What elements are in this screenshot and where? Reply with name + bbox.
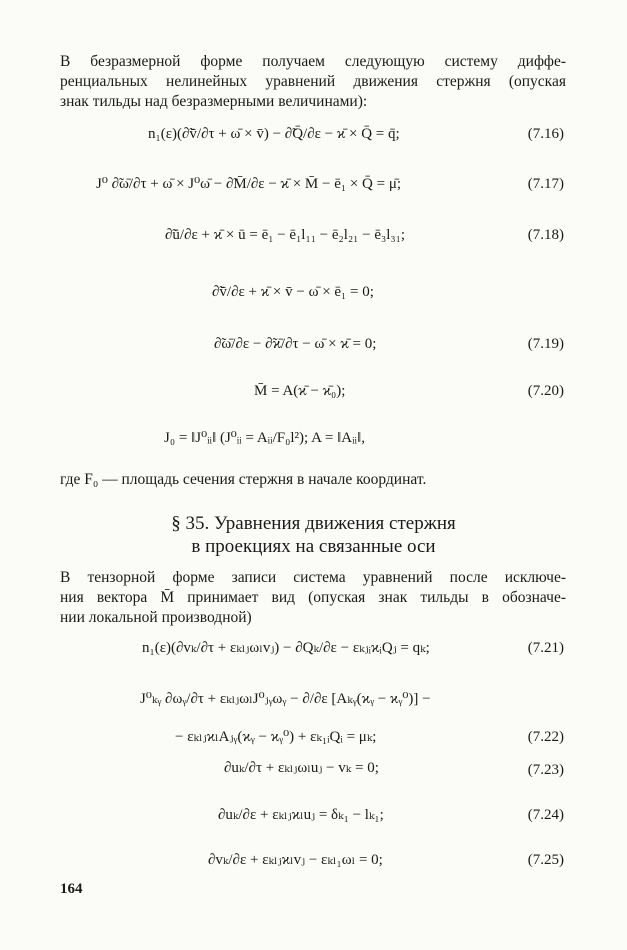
tensor-line: ния вектора M̄ принимает вид (опуская знак тильды в обозначе- (60, 589, 566, 606)
intro-paragraph (60, 52, 566, 112)
equation-number: (7.18) (527, 227, 564, 243)
equation-7-22-part2: − εₖₗⱼϰₗAⱼᵧ(ϰᵧ − ϰᵧ⁰) + εₖ₁ᵢQᵢ = μₖ; (175, 729, 377, 745)
intro-line: ренциальных нелинейных уравнений движения стержня (опуская (60, 73, 566, 90)
equation-7-18: ∂̃ū/∂ε + ϰ̄ × ū = ē₁ − ē₁l₁₁ − ē₂l₂₁ − ē₃l₃₁; (165, 227, 406, 243)
equation-number: (7.22) (527, 729, 564, 745)
intro-line: знак тильды над безразмерными величинами): (60, 93, 368, 110)
equation-7-24: ∂uₖ/∂ε + εₖₗⱼϰₗuⱼ = δₖ₁ − lₖ₁; (218, 807, 384, 823)
section-title-line1: § 35. Уравнения движения стержня (171, 513, 456, 534)
tensor-line: нии локальной производной) (60, 609, 252, 626)
intro-line: В безразмерной форме получаем следующую систему диффе- (60, 53, 566, 70)
equation-7-19: ∂̃ω̄/∂ε − ∂̃ϰ̄/∂τ − ω̄ × ϰ̄ = 0; (214, 336, 377, 352)
equation-number: (7.19) (527, 336, 564, 352)
equation-number: (7.21) (527, 640, 564, 656)
equation-7-22-part1: J⁰ₖᵧ ∂ωᵧ/∂τ + εₖₗⱼωₗJ⁰ⱼᵧωᵧ − ∂/∂ε [Aₖᵧ(ϰᵧ − ϰᵧ⁰)] − (140, 691, 431, 707)
equation-number: (7.24) (527, 807, 564, 823)
equation-number: (7.20) (527, 383, 564, 399)
equation-number: (7.17) (527, 176, 564, 192)
after-equations-text: где F₀ — площадь сечения стержня в начале координат. (60, 471, 427, 488)
equation-unnumbered: ∂̃v̄/∂ε + ϰ̄ × v̄ − ω̄ × ē₁ = 0; (212, 284, 374, 300)
equation-number: (7.16) (527, 126, 564, 142)
equation-7-16: n₁(ε)(∂̃v̄/∂τ + ω̄ × v̄) − ∂̃Q̄/∂ε − ϰ̄ × Q̄ = q̄; (148, 126, 400, 142)
equation-7-17: J⁰ ∂̃ω̄/∂τ + ω̄ × J⁰ω̄ − ∂̃M̄/∂ε − ϰ̄ × M̄ − ē₁ × Q̄ = μ̄; (96, 176, 402, 192)
equation-7-25: ∂vₖ/∂ε + εₖₗⱼϰₗvⱼ − εₖₗ₁ωₗ = 0; (208, 852, 383, 868)
tensor-paragraph (60, 568, 566, 628)
equation-7-23: ∂uₖ/∂τ + εₖₗⱼωₗuⱼ − vₖ = 0; (224, 760, 379, 776)
equation-number: (7.23) (527, 762, 564, 778)
page-number: 164 (60, 881, 83, 897)
tensor-line: В тензорной форме записи система уравнений после исключе- (60, 569, 566, 586)
equation-7-20: M̄ = A(ϰ̄ − ϰ̄₀); (254, 383, 346, 399)
equation-7-21: n₁(ε)(∂vₖ/∂τ + εₖₗⱼωₗvⱼ) − ∂Qₖ/∂ε − εₖⱼᵢϰᵢQⱼ = qₖ; (142, 640, 430, 656)
equation-definitions: J₀ = ‖J⁰ᵢᵢ‖ (J⁰ᵢᵢ = Aᵢᵢ/F₀l²); A = ‖Aᵢᵢ‖, (164, 430, 365, 446)
section-title-line2: в проекциях на связанные оси (191, 536, 436, 557)
equation-number: (7.25) (527, 852, 564, 868)
